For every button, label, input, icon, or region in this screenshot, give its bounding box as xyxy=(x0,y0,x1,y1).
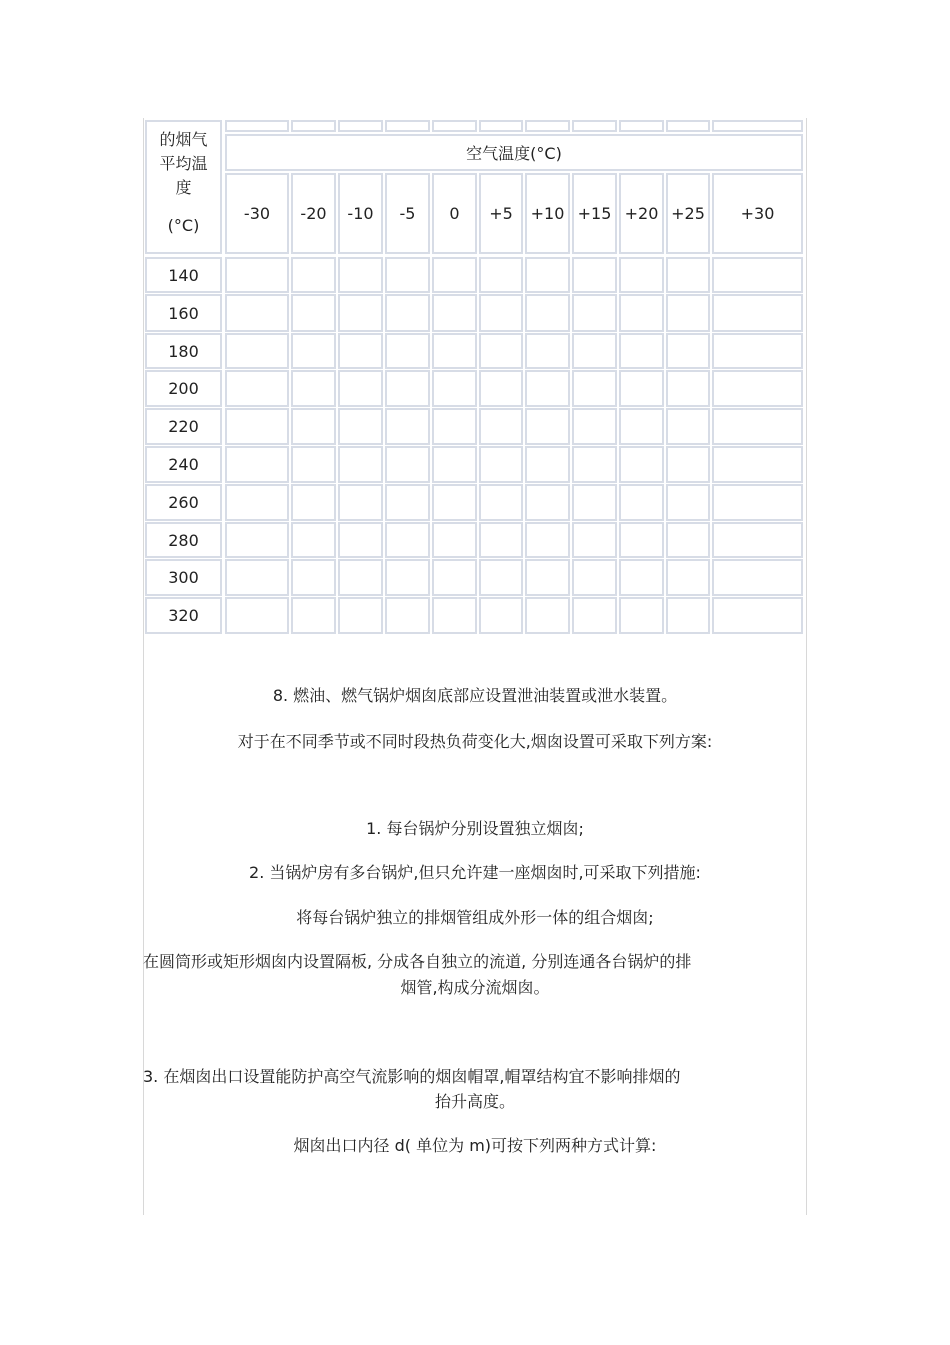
table-cell xyxy=(291,597,336,634)
table-cell xyxy=(619,333,664,369)
table-cell xyxy=(385,257,430,293)
table-cell xyxy=(572,522,617,558)
table-cell xyxy=(525,294,570,332)
table-cell xyxy=(291,257,336,293)
table-cell xyxy=(525,484,570,521)
table-cell xyxy=(225,597,289,634)
table-cell xyxy=(291,370,336,407)
table-cell xyxy=(291,446,336,483)
table-cell xyxy=(479,597,523,634)
table-cell xyxy=(666,408,710,445)
table-cell xyxy=(225,370,289,407)
row-label: 200 xyxy=(145,370,222,407)
row-header-line: 的烟气 xyxy=(159,130,208,149)
table-cell xyxy=(479,257,523,293)
header-strip-cell xyxy=(385,120,430,132)
table-cell xyxy=(338,370,383,407)
table-cell xyxy=(479,370,523,407)
list-item-2b-line2: 烟管,构成分流烟囱。 xyxy=(400,978,550,997)
table-cell xyxy=(525,597,570,634)
table-cell xyxy=(225,559,289,596)
table-cell xyxy=(432,370,477,407)
table-cell xyxy=(525,522,570,558)
table-cell xyxy=(385,559,430,596)
column-header: 0 xyxy=(432,173,477,254)
header-strip-cell xyxy=(432,120,477,132)
table-cell xyxy=(572,333,617,369)
table-cell xyxy=(712,257,803,293)
table-cell xyxy=(338,446,383,483)
table-cell xyxy=(479,522,523,558)
table-cell xyxy=(619,408,664,445)
row-header-cell xyxy=(145,120,222,254)
table-cell xyxy=(572,408,617,445)
table-cell xyxy=(385,484,430,521)
para-item-8: 8. 燃油、燃气锅炉烟囱底部应设置泄油装置或泄水装置。 xyxy=(272,686,678,705)
table-cell xyxy=(666,446,710,483)
table-cell xyxy=(338,484,383,521)
header-strip-cell xyxy=(525,120,570,132)
table-cell xyxy=(666,522,710,558)
table-cell xyxy=(666,370,710,407)
table-cell xyxy=(619,257,664,293)
row-label: 240 xyxy=(145,446,222,483)
table-cell xyxy=(666,559,710,596)
table-cell xyxy=(712,597,803,634)
table-cell xyxy=(338,408,383,445)
table-cell xyxy=(619,522,664,558)
column-header: -5 xyxy=(385,173,430,254)
table-cell xyxy=(712,408,803,445)
table-cell xyxy=(432,559,477,596)
column-header: +30 xyxy=(712,173,803,254)
table-cell xyxy=(338,597,383,634)
table-cell xyxy=(385,522,430,558)
formula-intro: 烟囱出口内径 d( 单位为 m)可按下列两种方式计算: xyxy=(293,1136,657,1155)
row-label: 260 xyxy=(145,484,222,521)
table-cell xyxy=(572,370,617,407)
header-strip-cell xyxy=(479,120,523,132)
table-cell xyxy=(572,597,617,634)
table-cell xyxy=(525,559,570,596)
table-cell xyxy=(525,408,570,445)
table-cell xyxy=(666,597,710,634)
table-cell xyxy=(572,559,617,596)
table-cell xyxy=(619,446,664,483)
table-cell xyxy=(479,559,523,596)
table-cell xyxy=(572,257,617,293)
table-cell xyxy=(432,333,477,369)
table-cell xyxy=(619,597,664,634)
table-cell xyxy=(525,370,570,407)
table-cell xyxy=(619,370,664,407)
table-cell xyxy=(712,446,803,483)
table-cell xyxy=(525,446,570,483)
table-cell xyxy=(479,484,523,521)
table-cell xyxy=(479,294,523,332)
table-cell xyxy=(338,294,383,332)
table-cell xyxy=(712,294,803,332)
table-cell xyxy=(385,333,430,369)
row-label: 160 xyxy=(145,294,222,332)
table-cell xyxy=(291,333,336,369)
table-cell xyxy=(432,294,477,332)
para-intro: 对于在不同季节或不同时段热负荷变化大,烟囱设置可采取下列方案: xyxy=(237,732,713,751)
table-cell xyxy=(572,484,617,521)
list-item-2a: 将每台锅炉独立的排烟管组成外形一体的组合烟囱; xyxy=(296,908,654,927)
column-header: +25 xyxy=(666,173,710,254)
table-cell xyxy=(338,257,383,293)
header-strip-cell xyxy=(338,120,383,132)
table-cell xyxy=(432,257,477,293)
table-cell xyxy=(385,597,430,634)
column-header: +20 xyxy=(619,173,664,254)
table-cell xyxy=(291,408,336,445)
table-cell xyxy=(385,408,430,445)
row-label: 280 xyxy=(145,522,222,558)
row-label: 180 xyxy=(145,333,222,369)
table-cell xyxy=(385,446,430,483)
row-header-line: 平均温 xyxy=(159,154,208,173)
table-cell xyxy=(225,522,289,558)
table-cell xyxy=(479,333,523,369)
table-cell xyxy=(712,559,803,596)
table-cell xyxy=(385,370,430,407)
table-cell xyxy=(225,408,289,445)
list-item-1: 1. 每台锅炉分别设置独立烟囱; xyxy=(366,819,584,838)
table-cell xyxy=(432,446,477,483)
table-cell xyxy=(666,257,710,293)
list-item-2b-line1: 在圆筒形或矩形烟囱内设置隔板, 分成各自独立的流道, 分别连通各台锅炉的排 xyxy=(143,952,692,971)
table-cell xyxy=(225,294,289,332)
table-cell xyxy=(291,484,336,521)
list-item-3-line1: 3. 在烟囱出口设置能防护高空气流影响的烟囱帽罩,帽罩结构宜不影响排烟的 xyxy=(143,1067,681,1086)
table-cell xyxy=(338,559,383,596)
row-label: 300 xyxy=(145,559,222,596)
list-item-2: 2. 当锅炉房有多台锅炉,但只允许建一座烟囱时,可采取下列措施: xyxy=(249,863,701,882)
header-strip-cell xyxy=(712,120,803,132)
column-header: +15 xyxy=(572,173,617,254)
row-header-unit: (°C) xyxy=(167,216,200,235)
column-header: -30 xyxy=(225,173,289,254)
table-cell xyxy=(666,333,710,369)
table-cell xyxy=(479,446,523,483)
table-cell xyxy=(432,522,477,558)
table-cell xyxy=(619,294,664,332)
table-cell xyxy=(712,333,803,369)
table-cell xyxy=(225,484,289,521)
header-strip-cell xyxy=(572,120,617,132)
column-header: +10 xyxy=(525,173,570,254)
table-cell xyxy=(619,559,664,596)
column-header: -20 xyxy=(291,173,336,254)
row-label: 320 xyxy=(145,597,222,634)
header-strip-cell xyxy=(225,120,289,132)
table-cell xyxy=(572,446,617,483)
air-temp-group-header: 空气温度(°C) xyxy=(225,134,803,171)
table-cell xyxy=(572,294,617,332)
table-cell xyxy=(712,484,803,521)
list-item-3-line2: 抬升高度。 xyxy=(434,1092,515,1111)
table-cell xyxy=(666,294,710,332)
table-cell xyxy=(712,370,803,407)
table-cell xyxy=(225,446,289,483)
table-cell xyxy=(291,559,336,596)
table-cell xyxy=(291,522,336,558)
row-label: 140 xyxy=(145,257,222,293)
table-cell xyxy=(619,484,664,521)
table-cell xyxy=(432,597,477,634)
table-cell xyxy=(525,333,570,369)
header-strip-cell xyxy=(291,120,336,132)
table-cell xyxy=(712,522,803,558)
column-header: +5 xyxy=(479,173,523,254)
table-cell xyxy=(338,522,383,558)
table-cell xyxy=(291,294,336,332)
table-cell xyxy=(385,294,430,332)
header-strip-cell xyxy=(666,120,710,132)
column-header: -10 xyxy=(338,173,383,254)
table-cell xyxy=(432,484,477,521)
row-header-line: 度 xyxy=(175,178,192,197)
row-label: 220 xyxy=(145,408,222,445)
header-strip-cell xyxy=(619,120,664,132)
table-cell xyxy=(525,257,570,293)
table-cell xyxy=(338,333,383,369)
table-cell xyxy=(666,484,710,521)
table-cell xyxy=(479,408,523,445)
table-cell xyxy=(225,257,289,293)
table-cell xyxy=(432,408,477,445)
table-cell xyxy=(225,333,289,369)
